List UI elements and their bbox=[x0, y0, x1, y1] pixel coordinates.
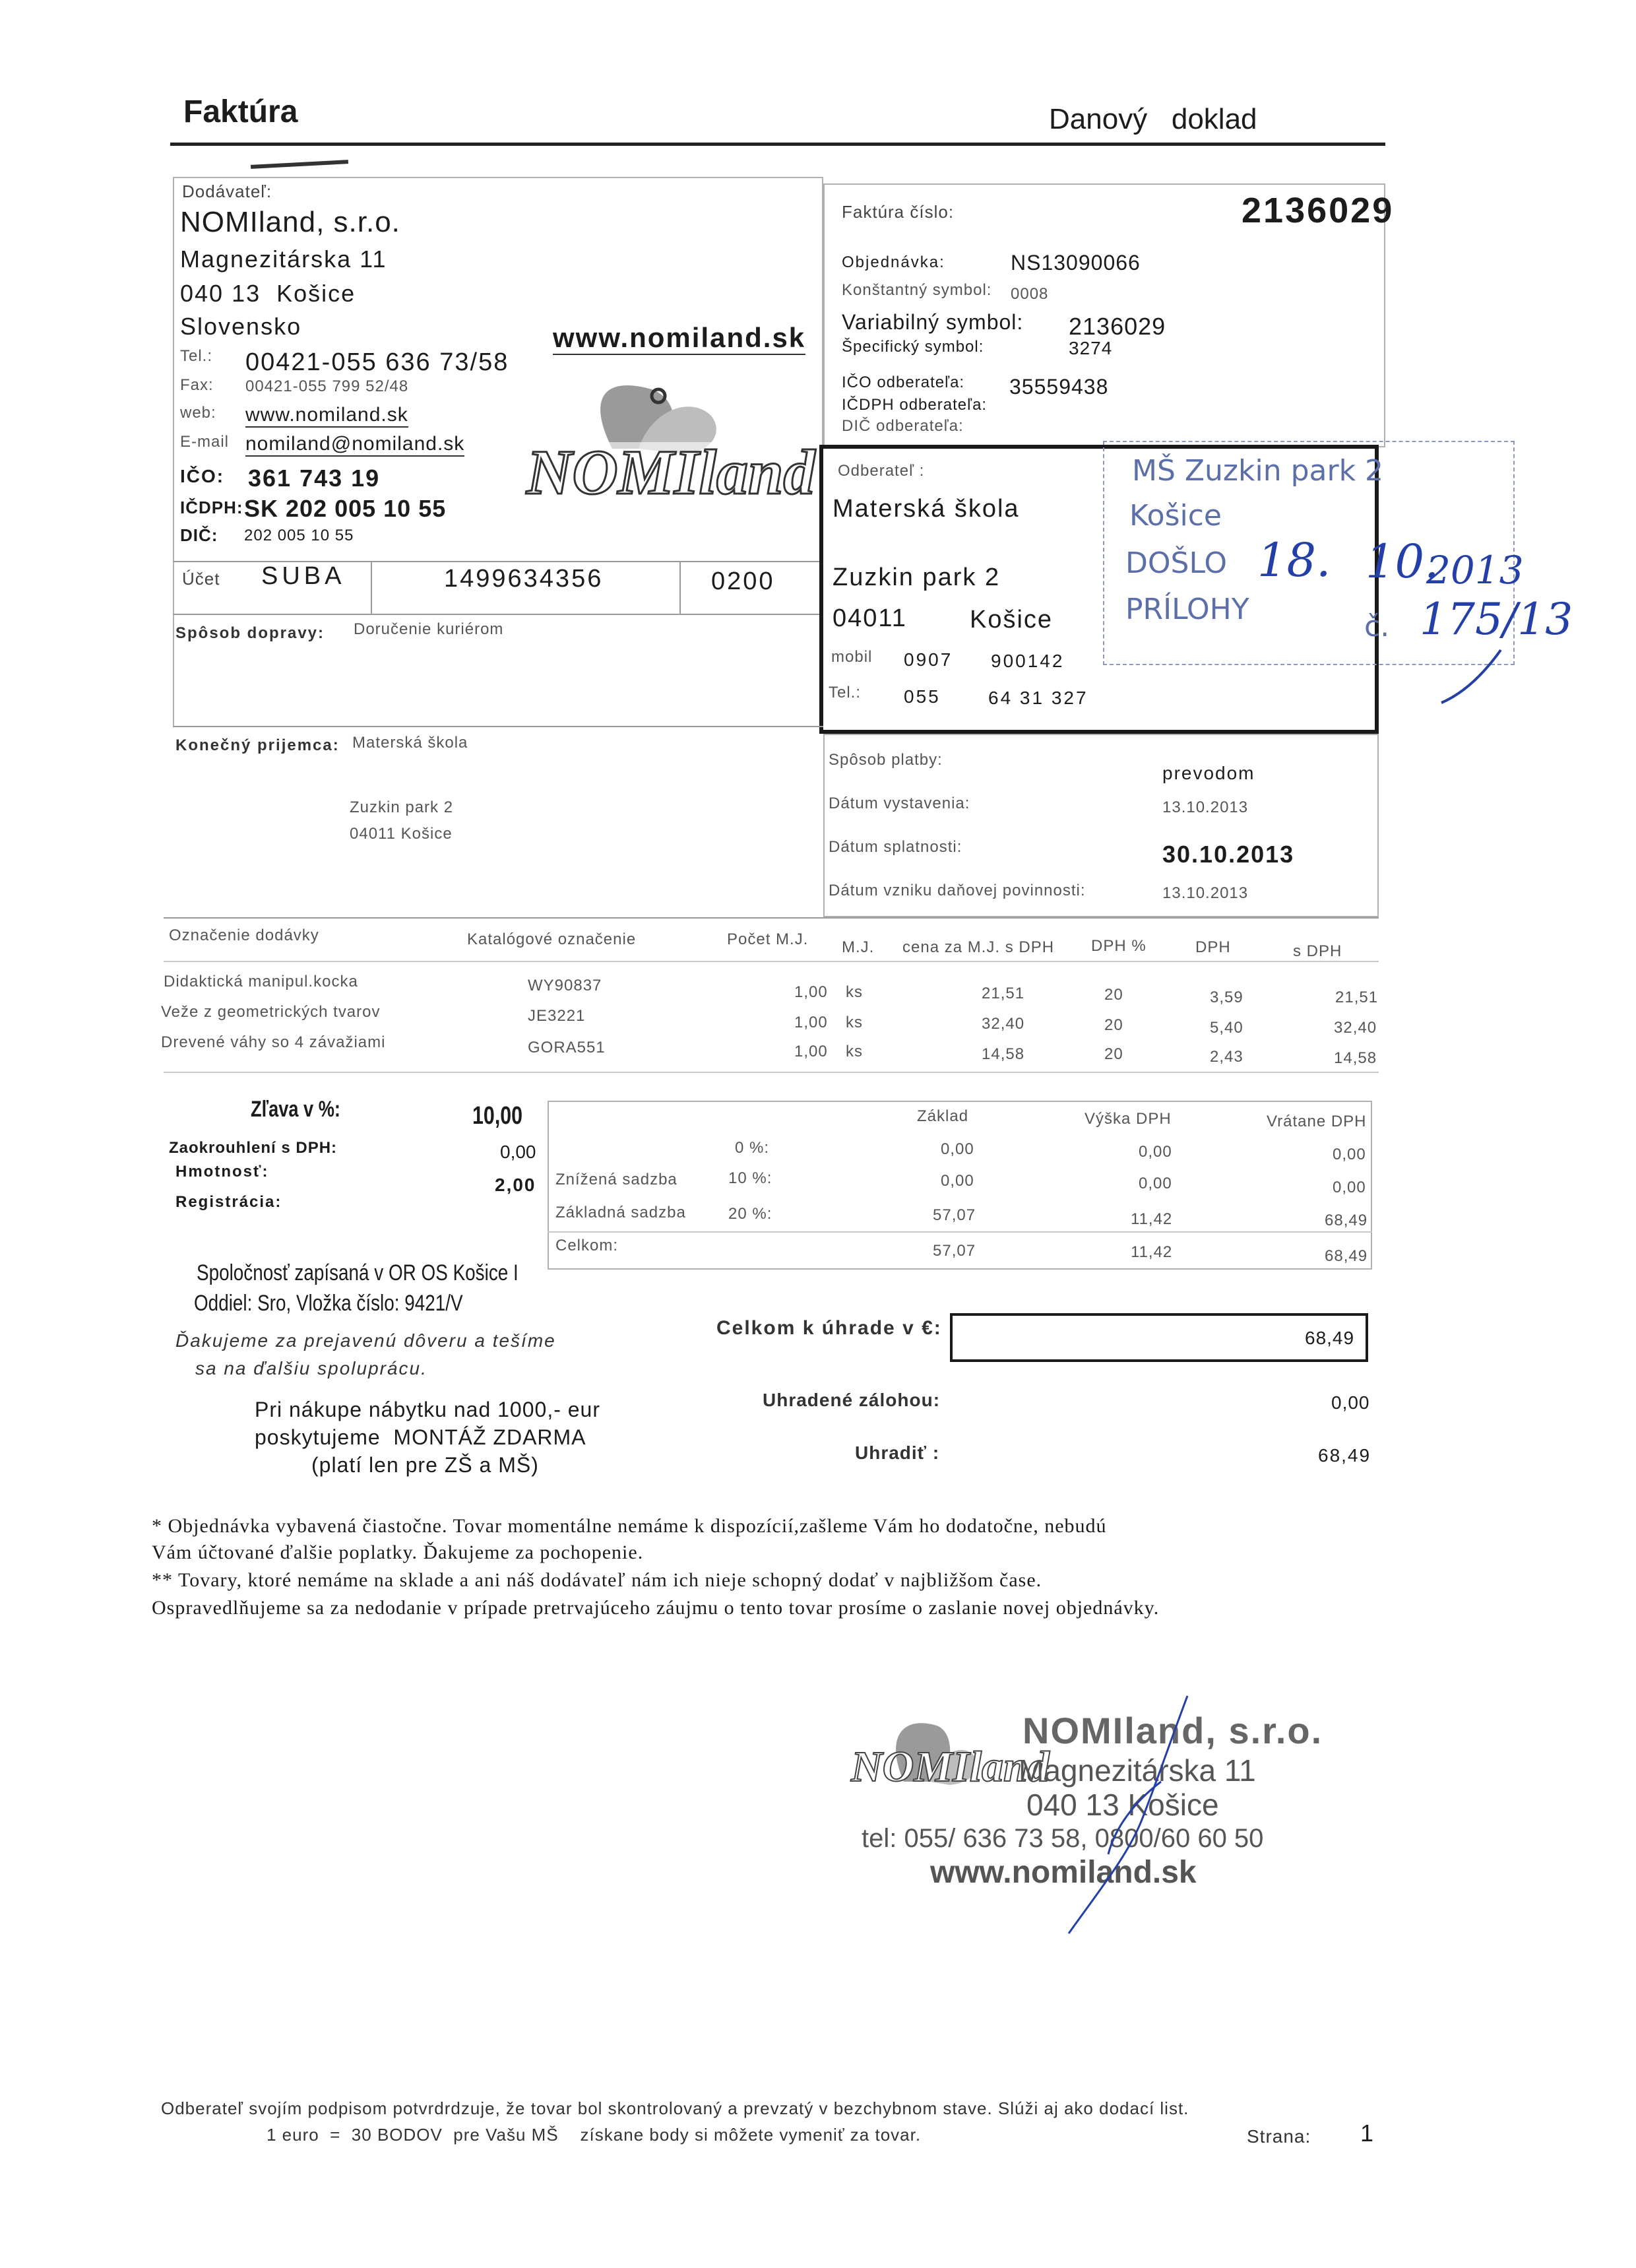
vat-row-vat: 11,42 bbox=[1131, 1210, 1173, 1228]
table-row-vat-rate: 20 bbox=[1104, 1016, 1123, 1034]
transport-label: Spôsob dopravy: bbox=[175, 624, 325, 642]
vat-row-base: 0,00 bbox=[941, 1172, 974, 1190]
company-logo bbox=[513, 370, 815, 521]
spec-symbol: 3274 bbox=[1069, 338, 1113, 358]
customer-city: Košice bbox=[970, 606, 1054, 633]
vat-total-vat: 11,42 bbox=[1131, 1243, 1173, 1261]
signature-icon bbox=[937, 1689, 1214, 1940]
stamp-date-day: 18. bbox=[1257, 533, 1331, 587]
stamp-company-street: Magnezitárska 11 bbox=[1019, 1753, 1256, 1788]
supplier-fax-label: Fax: bbox=[180, 376, 214, 394]
vat-row-label: Znížená sadzba bbox=[555, 1171, 677, 1188]
customer-label: Odberateľ : bbox=[838, 462, 925, 480]
header-rule bbox=[170, 143, 1385, 146]
customer-street: Zuzkin park 2 bbox=[833, 564, 1001, 591]
stamp-reg-number: 175/13 bbox=[1420, 594, 1573, 645]
footer-line-2: 1 euro = 30 BODOV pre Vašu MŠ získane body si môžete vymeniť za tovar. bbox=[267, 2125, 922, 2145]
customer-icdph-label: IČDPH odberateľa: bbox=[842, 396, 988, 414]
col-header-total: s DPH bbox=[1293, 942, 1342, 960]
order-number: NS13090066 bbox=[1011, 251, 1141, 275]
customer-dic-label: DIČ odberateľa: bbox=[842, 417, 964, 435]
vat-row-total: 68,49 bbox=[1325, 1212, 1368, 1229]
weight-value: 2,00 bbox=[495, 1175, 536, 1195]
spec-symbol-label: Špecifický symbol: bbox=[842, 338, 984, 356]
bank-divider-2 bbox=[679, 561, 681, 614]
stamp-date-year: 2013 bbox=[1426, 548, 1524, 593]
supplier-name: NOMIland, s.r.o. bbox=[180, 206, 400, 238]
customer-mobil-label: mobil bbox=[831, 648, 873, 666]
col-header-unit-price: cena za M.J. s DPH bbox=[902, 938, 1055, 956]
table-row-item: Drevené váhy so 4 závažiami bbox=[161, 1033, 386, 1051]
table-row-vat: 3,59 bbox=[1210, 988, 1243, 1006]
const-symbol: 0008 bbox=[1011, 285, 1049, 303]
promo-line-2: poskytujeme MONTÁŽ ZDARMA bbox=[255, 1425, 586, 1449]
paid-deposit-label: Uhradené zálohou: bbox=[763, 1390, 941, 1410]
bank-row-bottom bbox=[173, 614, 823, 615]
vat-row-base: 0,00 bbox=[941, 1140, 974, 1158]
supplier-ico-label: IČO: bbox=[180, 466, 225, 486]
vat-row-label: Základná sadzba bbox=[555, 1204, 686, 1221]
bank-code: 0200 bbox=[711, 567, 775, 595]
vat-row-rate: 0 %: bbox=[735, 1139, 770, 1157]
weight-label: Hmotnosť: bbox=[175, 1163, 269, 1181]
items-top-rule bbox=[164, 917, 1379, 919]
bank-label: Účet bbox=[182, 569, 220, 589]
vat-col-vat: Výška DPH bbox=[1085, 1110, 1172, 1128]
note-line-3: ** Tovary, ktoré nemáme na sklade a ani náš dodávateľ nám ich nieje schopný dodať v najbližšom čase. bbox=[152, 1569, 1042, 1591]
vat-total-label: Celkom: bbox=[555, 1237, 619, 1254]
bank-account: 1499634356 bbox=[444, 565, 604, 593]
supplier-web-label: web: bbox=[180, 404, 216, 422]
discount-label: Zľava v %: bbox=[251, 1097, 340, 1122]
vat-row-rate: 20 %: bbox=[728, 1205, 772, 1223]
registration-label: Registrácia: bbox=[175, 1193, 282, 1211]
table-row-unit: ks bbox=[846, 1014, 863, 1031]
promo-line-3: (platí len pre ZŠ a MŠ) bbox=[311, 1453, 539, 1477]
rounding-label: Zaokrouhlení s DPH: bbox=[169, 1139, 338, 1157]
vat-col-base: Základ bbox=[917, 1107, 969, 1125]
stamp-company-city: 040 13 Košice bbox=[1026, 1788, 1219, 1822]
var-symbol: 2136029 bbox=[1069, 313, 1166, 340]
vat-row-total: 0,00 bbox=[1333, 1146, 1366, 1163]
table-row-unit: ks bbox=[846, 983, 863, 1001]
stamp-company-web: www.nomiland.sk bbox=[930, 1855, 1197, 1890]
col-header-vat-rate: DPH % bbox=[1091, 937, 1147, 955]
table-row-catalog: JE3221 bbox=[528, 1007, 586, 1025]
total-due-value: 68,49 bbox=[1305, 1328, 1355, 1348]
table-row-vat: 5,40 bbox=[1210, 1019, 1243, 1037]
issue-date: 13.10.2013 bbox=[1162, 798, 1249, 816]
supplier-city: 040 13 Košice bbox=[180, 280, 356, 307]
table-row-unit-price: 32,40 bbox=[982, 1015, 1025, 1033]
vat-row-vat: 0,00 bbox=[1139, 1143, 1172, 1161]
table-row-qty: 1,00 bbox=[794, 1014, 828, 1031]
customer-ico: 35559438 bbox=[1009, 375, 1109, 399]
supplier-ico: 361 743 19 bbox=[248, 465, 381, 492]
supplier-dic-label: DIČ: bbox=[180, 525, 218, 545]
supplier-email-label: E-mail bbox=[180, 433, 230, 451]
table-row-qty: 1,00 bbox=[794, 983, 828, 1001]
company-registration-2: Oddiel: Sro, Vložka číslo: 9421/V bbox=[194, 1291, 463, 1316]
const-symbol-label: Konštantný symbol: bbox=[842, 281, 992, 299]
table-row-vat: 2,43 bbox=[1210, 1048, 1243, 1066]
customer-tel-label: Tel.: bbox=[829, 684, 862, 701]
col-header-catalog: Katalógové označenie bbox=[467, 930, 637, 948]
table-row-unit: ks bbox=[846, 1043, 863, 1060]
supplier-fax: 00421-055 799 52/48 bbox=[245, 377, 409, 395]
recipient-top-rule bbox=[173, 726, 823, 727]
issue-date-label: Dátum vystavenia: bbox=[829, 794, 970, 812]
vat-total-total: 68,49 bbox=[1325, 1247, 1368, 1265]
transport-value: Doručenie kuriérom bbox=[354, 620, 504, 638]
due-date: 30.10.2013 bbox=[1162, 841, 1295, 868]
promo-line-1: Pri nákupe nábytku nad 1000,- eur bbox=[255, 1398, 600, 1421]
stamp-received: DOŠLO bbox=[1125, 546, 1228, 580]
pen-mark bbox=[251, 160, 348, 169]
stamp-reg-label: č. bbox=[1364, 610, 1390, 643]
to-pay-value: 68,49 bbox=[1318, 1445, 1371, 1466]
supplier-icdph-label: IČDPH: bbox=[180, 498, 243, 517]
page-number: 1 bbox=[1360, 2120, 1374, 2147]
table-row-unit-price: 14,58 bbox=[982, 1045, 1025, 1063]
bank-name: SUBA bbox=[261, 562, 346, 590]
due-date-label: Dátum splatnosti: bbox=[829, 838, 962, 856]
vat-total-rule bbox=[548, 1231, 1372, 1233]
recipient-label: Konečný prijemca: bbox=[175, 736, 340, 754]
items-bottom-rule bbox=[164, 1072, 1379, 1073]
bank-divider-1 bbox=[371, 561, 372, 614]
tax-date: 13.10.2013 bbox=[1162, 884, 1249, 902]
table-row-total: 21,51 bbox=[1335, 988, 1379, 1006]
stamp-logo-wordmark: NOMIland bbox=[851, 1743, 1050, 1791]
supplier-street: Magnezitárska 11 bbox=[180, 245, 387, 273]
stamp-city: Košice bbox=[1129, 499, 1222, 533]
supplier-web-link[interactable]: www.nomiland.sk bbox=[245, 404, 408, 428]
rounding-value: 0,00 bbox=[500, 1142, 536, 1162]
supplier-dic: 202 005 10 55 bbox=[244, 527, 354, 544]
payment-method: prevodom bbox=[1162, 763, 1255, 783]
vat-row-rate: 10 %: bbox=[728, 1169, 772, 1187]
customer-tel-prefix: 055 bbox=[904, 686, 941, 707]
pen-stroke-icon bbox=[1438, 647, 1504, 706]
customer-ico-label: IČO odberateľa: bbox=[842, 373, 965, 391]
company-registration-1: Spoločnosť zapísaná v OR OS Košice I bbox=[197, 1260, 519, 1285]
footer-line-1: Odberateľ svojím podpisom potvrdrdzuje, že tovar bol skontrolovaný a prevzatý v bezchybnom stave. Slúži aj ako dodací list. bbox=[161, 2098, 1189, 2118]
table-row-qty: 1,00 bbox=[794, 1043, 828, 1060]
stamp-attachments: PRÍLOHY bbox=[1125, 593, 1249, 626]
invoice-number: 2136029 bbox=[1242, 191, 1395, 230]
col-header-vat: DPH bbox=[1195, 938, 1231, 956]
stamp-school: MŠ Zuzkin park 2 bbox=[1132, 454, 1384, 488]
total-due-label: Celkom k úhrade v €: bbox=[716, 1317, 942, 1339]
items-header-rule bbox=[164, 961, 1379, 962]
recipient-city: 04011 Košice bbox=[350, 825, 453, 843]
vat-row-total: 0,00 bbox=[1333, 1179, 1366, 1196]
table-row-catalog: GORA551 bbox=[528, 1039, 606, 1056]
website-heading[interactable]: www.nomiland.sk bbox=[553, 322, 805, 355]
table-row-vat-rate: 20 bbox=[1104, 1045, 1123, 1063]
thanks-line-1: Ďakujeme za prejavenú dôveru a tešíme bbox=[175, 1330, 556, 1351]
customer-name: Materská škola bbox=[833, 495, 1020, 523]
stamp-company-tel: tel: 055/ 636 73 58, 0800/60 60 50 bbox=[862, 1824, 1264, 1853]
vat-total-base: 57,07 bbox=[933, 1242, 976, 1260]
recipient-name: Materská škola bbox=[352, 734, 468, 752]
order-label: Objednávka: bbox=[842, 253, 945, 271]
stamp-date-month: 10. bbox=[1366, 535, 1439, 589]
table-row-catalog: WY90837 bbox=[528, 977, 602, 994]
thanks-line-2: sa na ďalšiu spoluprácu. bbox=[195, 1358, 427, 1378]
customer-tel: 64 31 327 bbox=[988, 688, 1088, 708]
supplier-email-link[interactable]: nomiland@nomiland.sk bbox=[245, 433, 464, 457]
note-line-1: * Objednávka vybavená čiastočne. Tovar momentálne nemáme k dispozícií,zašleme Vám ho dodatočne, nebudú bbox=[152, 1515, 1107, 1537]
stamp-company-name: NOMIland, s.r.o. bbox=[1022, 1710, 1323, 1751]
to-pay-label: Uhradiť : bbox=[855, 1442, 940, 1463]
paid-deposit-value: 0,00 bbox=[1331, 1392, 1370, 1413]
var-symbol-label: Variabilný symbol: bbox=[842, 310, 1024, 334]
col-header-item: Označenie dodávky bbox=[169, 926, 319, 944]
tax-date-label: Dátum vzniku daňovej povinnosti: bbox=[829, 882, 1086, 899]
supplier-label: Dodávateľ: bbox=[182, 181, 272, 201]
customer-mobil: 900142 bbox=[991, 651, 1065, 671]
note-line-2: Vám účtované ďalšie poplatky. Ďakujeme za pochopenie. bbox=[152, 1541, 644, 1563]
supplier-tel-label: Tel.: bbox=[180, 347, 213, 365]
logo-wordmark: NOMIland bbox=[526, 437, 815, 507]
table-row-total: 32,40 bbox=[1334, 1019, 1377, 1037]
invoice-number-label: Faktúra číslo: bbox=[842, 202, 955, 222]
col-header-qty: Počet M.J. bbox=[727, 930, 809, 948]
vat-row-base: 57,07 bbox=[933, 1206, 976, 1224]
discount-value: 10,00 bbox=[472, 1102, 523, 1130]
page-label: Strana: bbox=[1247, 2126, 1311, 2147]
supplier-country: Slovensko bbox=[180, 313, 302, 340]
customer-zip: 04011 bbox=[833, 604, 907, 632]
table-row-item: Didaktická manipul.kocka bbox=[164, 973, 358, 990]
supplier-tel: 00421-055 636 73/58 bbox=[245, 348, 509, 376]
table-row-unit-price: 21,51 bbox=[982, 985, 1025, 1002]
customer-mobil-prefix: 0907 bbox=[904, 649, 953, 670]
payment-method-label: Spôsob platby: bbox=[829, 751, 943, 769]
table-row-item: Veže z geometrických tvarov bbox=[161, 1003, 381, 1021]
page-title: Faktúra bbox=[183, 94, 298, 129]
vat-row-vat: 0,00 bbox=[1139, 1175, 1172, 1192]
table-row-vat-rate: 20 bbox=[1104, 986, 1123, 1004]
col-header-unit: M.J. bbox=[842, 938, 875, 956]
table-row-total: 14,58 bbox=[1334, 1049, 1377, 1067]
vat-col-total: Vrátane DPH bbox=[1267, 1113, 1367, 1130]
note-line-4: Ospravedlňujeme sa za nedodanie v prípade pretrvajúceho záujmu o tento tovar prosíme o zaslanie novej objednávky. bbox=[152, 1597, 1160, 1619]
supplier-icdph: SK 202 005 10 55 bbox=[244, 495, 447, 522]
recipient-street: Zuzkin park 2 bbox=[350, 798, 454, 816]
document-type: Danový doklad bbox=[1049, 103, 1257, 135]
